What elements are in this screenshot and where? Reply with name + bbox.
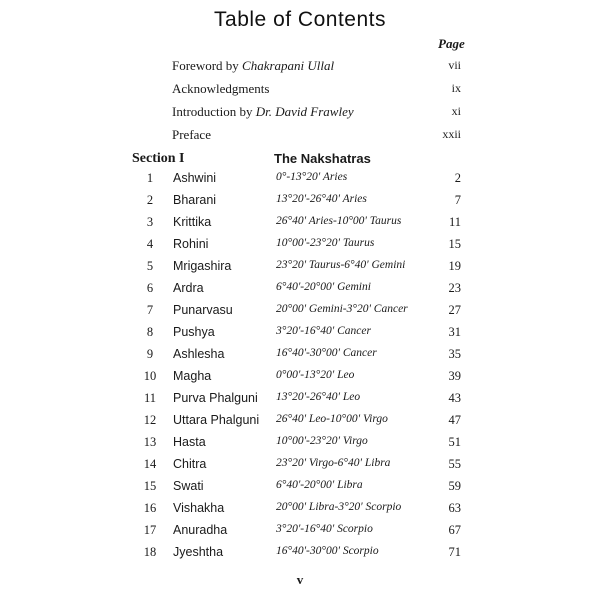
toc-entry (0, 369, 600, 391)
front-matter-page: xxii (442, 127, 461, 141)
entry-number: 13 (143, 435, 157, 449)
entry-name: Chitra (173, 457, 207, 471)
entry-name: Purva Phalguni (173, 391, 258, 405)
entry-name: Ardra (173, 281, 204, 295)
front-matter-page: xi (451, 104, 461, 118)
toc-entry (0, 171, 600, 193)
toc-entry (0, 237, 600, 259)
entry-name: Ashlesha (173, 347, 225, 361)
entry-page: 27 (448, 303, 461, 317)
toc-entry (0, 435, 600, 457)
toc-entry (0, 303, 600, 325)
entry-name: Pushya (173, 325, 215, 339)
entry-degrees: 6°40'-20°00' Gemini (276, 281, 371, 293)
entry-name: Anuradha (173, 523, 228, 537)
entry-number: 8 (146, 325, 154, 339)
entry-degrees: 3°20'-16°40' Scorpio (276, 523, 373, 535)
entry-name: Ashwini (173, 171, 217, 185)
entry-page: 63 (448, 501, 461, 515)
page-title: Table of Contents (214, 8, 386, 31)
front-matter-page: ix (451, 81, 461, 95)
entry-degrees: 10°00'-23°20' Taurus (276, 237, 375, 249)
entry-name: Magha (173, 369, 212, 383)
entry-name: Rohini (173, 237, 209, 251)
entry-degrees: 13°20'-26°40' Leo (276, 391, 361, 403)
entry-page: 47 (448, 413, 461, 427)
front-matter-label: Foreword by Chakrapani Ullal (172, 58, 335, 73)
entry-degrees: 16°40'-30°00' Scorpio (276, 545, 379, 557)
entry-page: 31 (448, 325, 461, 339)
entry-degrees: 13°20'-26°40' Aries (276, 193, 367, 205)
entry-number: 6 (146, 281, 154, 295)
entry-number: 9 (146, 347, 154, 361)
section-label: Section I (132, 151, 185, 166)
entry-name: Jyeshtha (173, 545, 224, 559)
entry-degrees: 0°-13°20' Aries (276, 171, 348, 183)
entry-degrees: 0°00'-13°20' Leo (276, 369, 355, 381)
toc-entry (0, 457, 600, 479)
entry-page: 55 (448, 457, 461, 471)
entry-name: Punarvasu (173, 303, 233, 317)
entry-degrees: 6°40'-20°00' Libra (276, 479, 363, 491)
entry-page: 23 (448, 281, 461, 295)
entry-number: 10 (143, 369, 157, 383)
entry-degrees: 3°20'-16°40' Cancer (276, 325, 371, 337)
entry-name: Uttara Phalguni (173, 413, 260, 427)
entry-page: 43 (448, 391, 461, 405)
entry-page: 19 (448, 259, 461, 273)
toc-entry (0, 501, 600, 523)
toc-entry (0, 259, 600, 281)
entry-name: Swati (173, 479, 204, 493)
toc-entry (0, 523, 600, 545)
entry-degrees: 10°00'-23°20' Virgo (276, 435, 368, 447)
entry-name: Vishakha (173, 501, 225, 515)
entry-number: 18 (143, 545, 157, 559)
entry-number: 12 (143, 413, 157, 427)
toc-entry (0, 281, 600, 303)
front-matter-label: Acknowledgments (172, 81, 270, 96)
entry-number: 17 (143, 523, 157, 537)
entry-name: Mrigashira (173, 259, 232, 273)
entry-page: 59 (448, 479, 461, 493)
entry-page: 39 (448, 369, 461, 383)
toc-entry (0, 215, 600, 237)
entry-number: 15 (143, 479, 157, 493)
entry-degrees: 20°00' Gemini-3°20' Cancer (276, 303, 408, 315)
entry-page: 11 (448, 215, 461, 229)
entry-number: 7 (146, 303, 154, 317)
toc-entry (0, 413, 600, 435)
entry-degrees: 26°40' Leo-10°00' Virgo (276, 413, 388, 425)
page-column-heading: Page (438, 36, 465, 51)
entry-degrees: 23°20' Virgo-6°40' Libra (276, 457, 391, 469)
entry-number: 4 (146, 237, 154, 251)
entry-number: 16 (143, 501, 157, 515)
entry-degrees: 16°40'-30°00' Cancer (276, 347, 377, 359)
entry-number: 5 (146, 259, 154, 273)
entry-number: 2 (146, 193, 154, 207)
entry-number: 11 (143, 391, 157, 405)
entry-degrees: 23°20' Taurus-6°40' Gemini (276, 259, 406, 271)
toc-entry (0, 545, 600, 567)
entry-number: 1 (146, 171, 154, 185)
entry-page: 35 (448, 347, 461, 361)
entry-page: 15 (448, 237, 461, 251)
entry-name: Krittika (173, 215, 212, 229)
toc-entry (0, 193, 600, 215)
entry-number: 14 (143, 457, 157, 471)
entry-degrees: 20°00' Libra-3°20' Scorpio (276, 501, 402, 513)
entry-page: 67 (448, 523, 461, 537)
entry-page: 51 (448, 435, 461, 449)
entry-page: 71 (448, 545, 461, 559)
page-number: v (296, 572, 304, 587)
toc-entry (0, 479, 600, 501)
entry-number: 3 (146, 215, 154, 229)
front-matter-label: Introduction by Dr. David Frawley (172, 104, 354, 119)
toc-entry (0, 347, 600, 369)
toc-entry (0, 391, 600, 413)
entry-degrees: 26°40' Aries-10°00' Taurus (276, 215, 402, 227)
front-matter-page: vii (448, 58, 461, 72)
entry-name: Hasta (173, 435, 206, 449)
toc-entry (0, 325, 600, 347)
front-matter-label: Preface (172, 127, 211, 142)
entry-page: 2 (454, 171, 461, 185)
section-title: The Nakshatras (274, 151, 371, 166)
entry-page: 7 (454, 193, 461, 207)
entry-name: Bharani (173, 193, 217, 207)
